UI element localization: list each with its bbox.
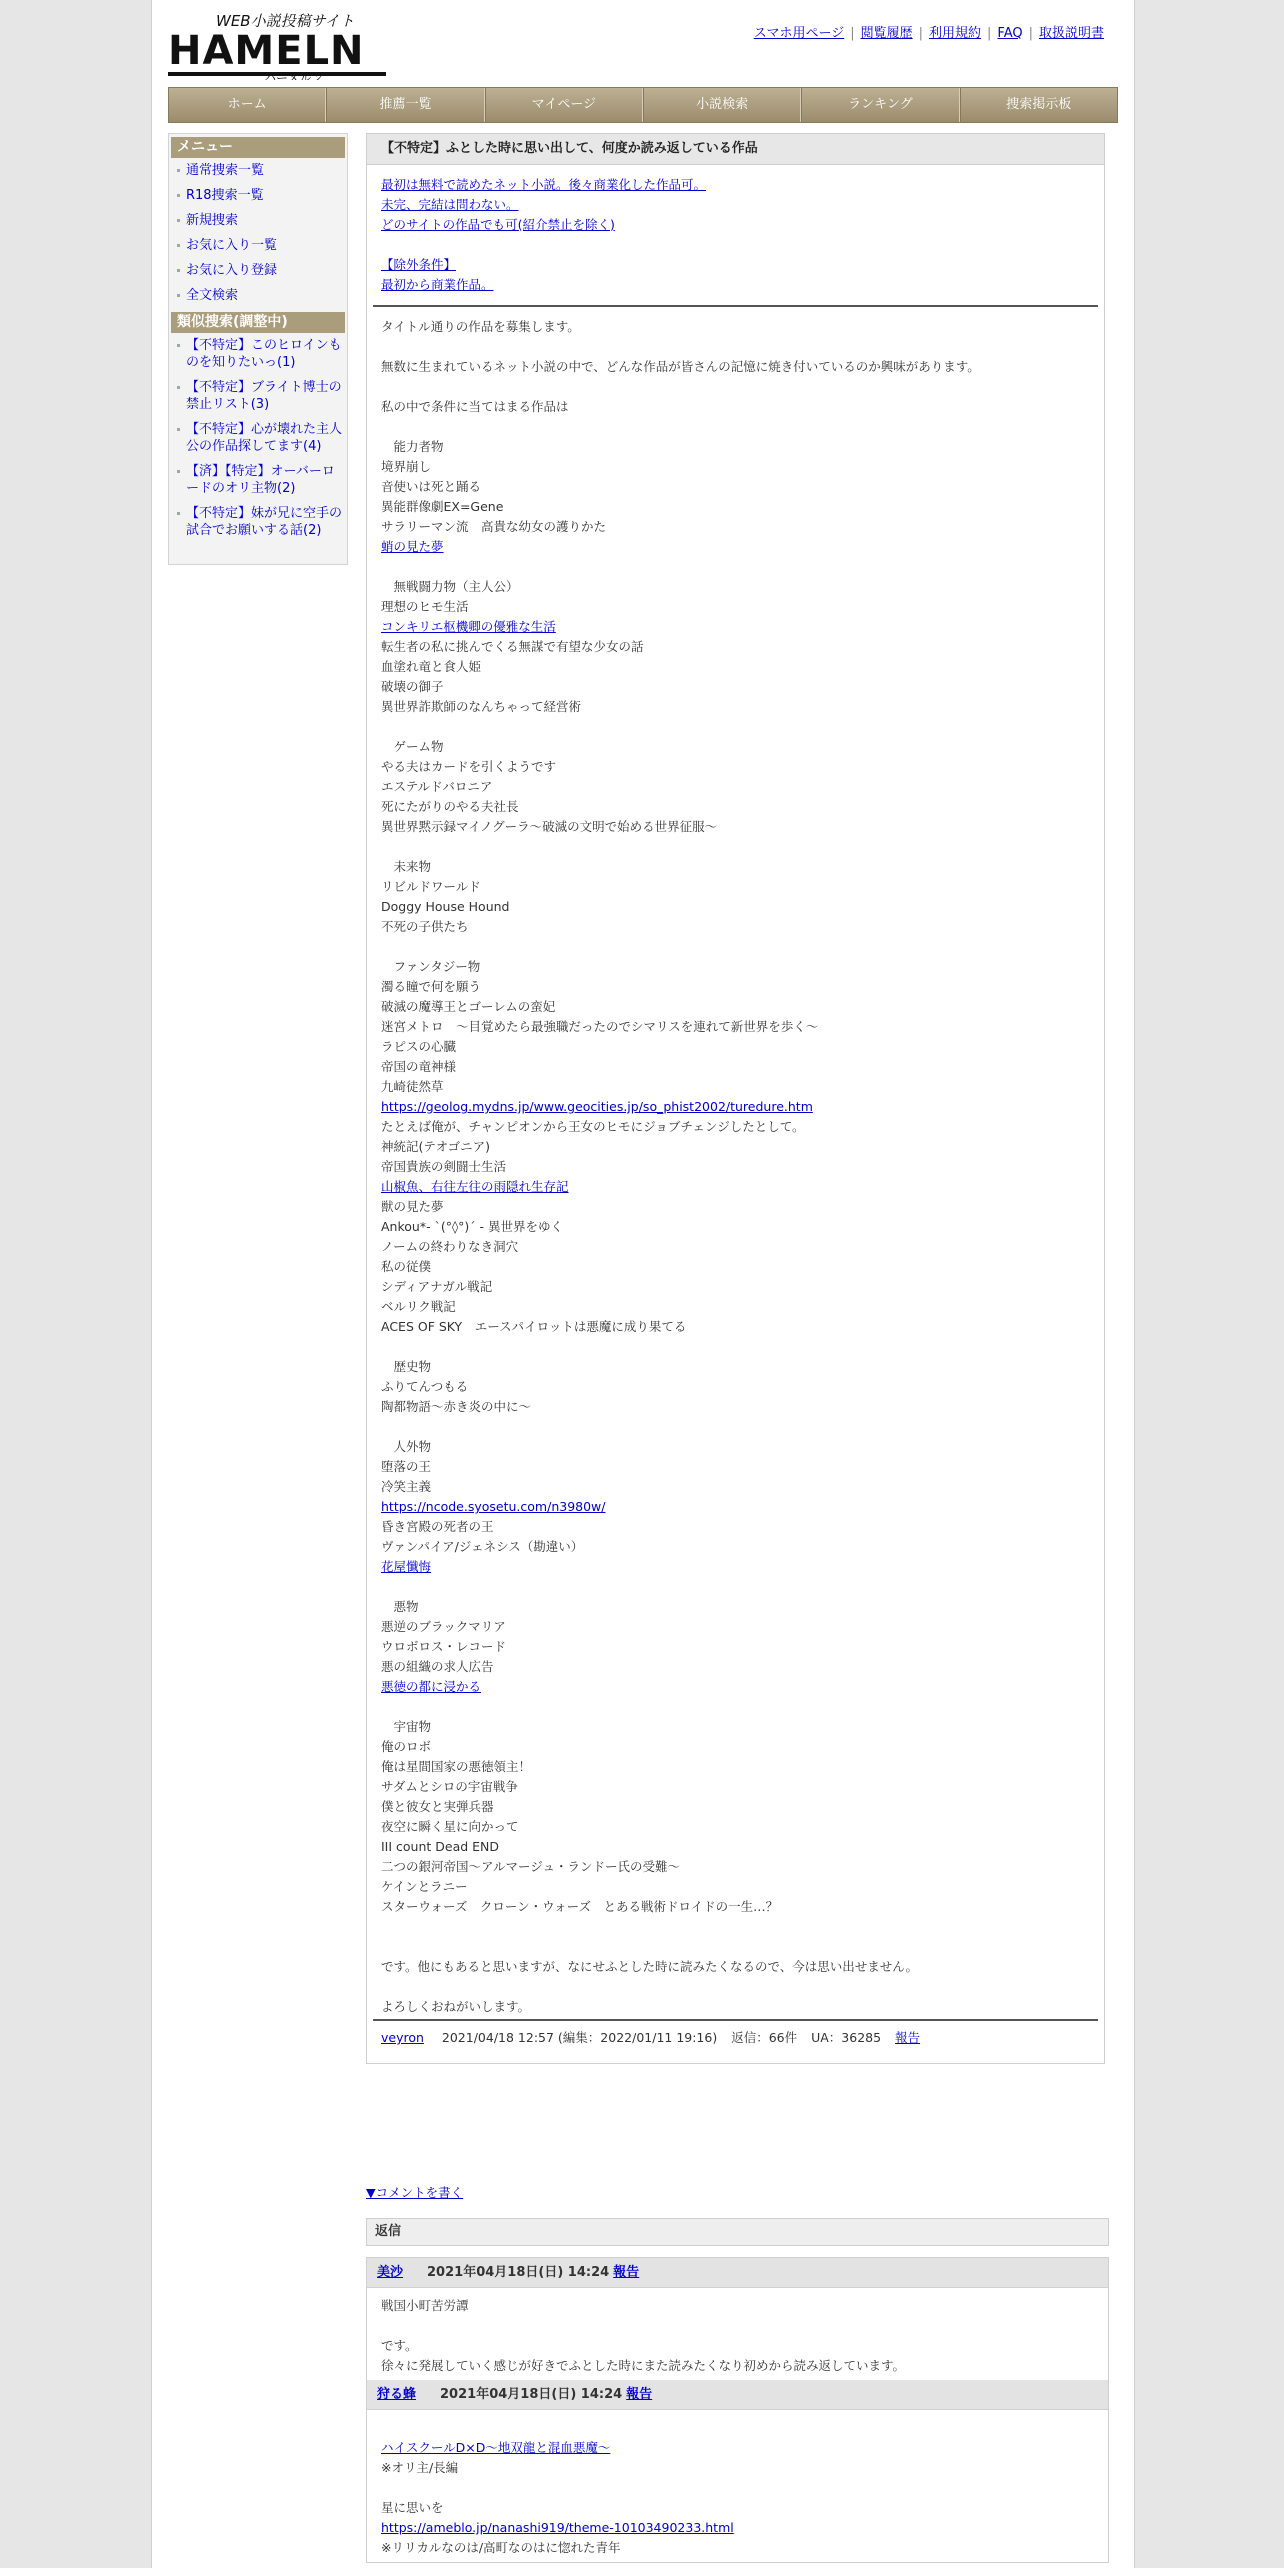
text-line: 星に思いを — [381, 2500, 444, 2515]
sidebar-item — [177, 187, 343, 204]
text-line: 僕と彼女と実弾兵器 — [381, 1799, 494, 1814]
reply-body — [367, 2288, 1108, 2380]
post-intro — [367, 165, 1104, 303]
text-line — [381, 195, 1090, 215]
blank-line — [381, 717, 1090, 737]
text-line: 未来物 — [381, 859, 432, 874]
text-line — [381, 2438, 1094, 2458]
work-link[interactable]: コンキリエ枢機卿の優雅な生活 — [381, 619, 556, 634]
text-line: スターウォーズ クローン・ウォーズ とある戦術ドロイドの一生…？ — [381, 1899, 779, 1914]
text-line: ファンタジー物 — [381, 959, 481, 974]
nav-recommend[interactable]: 推薦一覧 — [326, 88, 484, 122]
text-line: 九崎徒然草 — [381, 1079, 444, 1094]
text-line: 帝国貴族の剣闘士生活 — [381, 1159, 507, 1174]
text-line: ラピスの心臓 — [381, 1039, 457, 1054]
post-box — [366, 133, 1105, 2064]
blank-line — [381, 417, 1090, 437]
divider — [373, 2019, 1098, 2021]
toplink-manual[interactable]: 取扱説明書 — [1038, 26, 1104, 41]
work-link[interactable]: https://ncode.syosetu.com/n3980w/ — [381, 1499, 606, 1514]
text-line: 破壊の御子 — [381, 679, 444, 694]
nav-search-board[interactable]: 捜索掲示板 — [960, 88, 1117, 122]
text-line: ケインとラニー — [381, 1879, 468, 1894]
blank-line — [381, 1577, 1090, 1597]
reply-date: 2021年04月18日(日) 14:24 — [427, 2265, 610, 2280]
text-line: 二つの銀河帝国～アルマージュ・ランドー氏の受難～ — [381, 1859, 681, 1874]
sidebar-menu-title: メニュー — [171, 137, 345, 158]
text-line — [381, 275, 1090, 295]
blank-line — [381, 937, 1090, 957]
text-line — [381, 1497, 1090, 1517]
text-line: 堕落の王 — [381, 1459, 432, 1474]
nav-ranking[interactable]: ランキング — [801, 88, 959, 122]
sidebar-item — [177, 287, 343, 304]
work-link[interactable]: 山椒魚、右往左往の雨隠れ生存記 — [381, 1179, 569, 1194]
post-replies-count: 返信：66件 — [731, 2030, 798, 2045]
text-line: 能力者物 — [381, 439, 444, 454]
svg-text:ハーメルン: ハーメルン — [264, 71, 324, 80]
text-line: ふりてんつもる — [381, 1379, 469, 1394]
blank-line — [381, 2316, 1094, 2336]
sidebar-item — [177, 237, 343, 254]
text-line: 不死の子供たち — [381, 919, 469, 934]
sidebar-link-fulltext[interactable]: 全文検索 — [186, 288, 239, 303]
hameln-logo-icon — [168, 10, 390, 80]
work-link[interactable]: https://ameblo.jp/nanashi919/theme-10103490233.html — [381, 2520, 734, 2535]
post-meta — [367, 2025, 1104, 2049]
text-line — [381, 537, 1090, 557]
nav-novel-search[interactable]: 小説検索 — [643, 88, 801, 122]
text-line: 冷笑主義 — [381, 1479, 432, 1494]
text-line: 人外物 — [381, 1439, 432, 1454]
write-comment-link[interactable]: ▼コメントを書く — [366, 2185, 464, 2200]
reply-body — [367, 2410, 1108, 2562]
sidebar-similar-list — [169, 337, 347, 539]
text-line — [381, 1097, 1090, 1117]
similar-link[interactable]: 【不特定】妹が兄に空手の試合でお願いする話(2) — [186, 506, 343, 538]
similar-link[interactable]: 【不特定】このヒロインものを知りたいっ(1) — [186, 338, 342, 370]
reply-section-header: 返信 — [366, 2218, 1109, 2246]
text-line — [381, 215, 1090, 235]
text-line — [381, 1177, 1090, 1197]
text-line: やる夫はカードを引くようです — [381, 759, 557, 774]
blank-line — [381, 2478, 1094, 2498]
sidebar-menu-list — [169, 162, 347, 304]
similar-link[interactable]: 【不特定】ブライト博士の禁止リスト(3) — [186, 380, 342, 412]
text-line: 宇宙物 — [381, 1719, 432, 1734]
post-author-link[interactable]: veyron — [381, 2030, 424, 2045]
text-line: ACES OF SKY エースパイロットは悪魔に成り果てる — [381, 1319, 687, 1334]
sidebar-link-favorites[interactable]: お気に入り一覧 — [186, 238, 278, 253]
text-line — [381, 1677, 1090, 1697]
similar-item — [177, 505, 343, 539]
reply-header — [367, 2258, 1108, 2288]
similar-link[interactable]: 【不特定】心が壊れた主人公の作品探してます(4) — [186, 422, 343, 454]
text-line: 歴史物 — [381, 1359, 432, 1374]
text-line: 陶都物語～赤き炎の中に～ — [381, 1399, 532, 1414]
work-link[interactable]: 蛸の見た夢 — [381, 539, 444, 554]
reply-user-link[interactable]: 美沙 — [377, 2265, 404, 2280]
text-line: 音使いは死と踊る — [381, 479, 482, 494]
text-line: ゲーム物 — [381, 739, 444, 754]
text-line: 獣の見た夢 — [381, 1199, 444, 1214]
blank-line — [381, 1697, 1090, 1717]
text-line: ベルリク戦記 — [381, 1299, 456, 1314]
text-line: 異能群像劇EX=Gene — [381, 499, 504, 514]
text-line: 理想のヒモ生活 — [381, 599, 469, 614]
text-line: エステルドバロニア — [381, 779, 493, 794]
similar-item — [177, 337, 343, 371]
similar-item — [177, 421, 343, 455]
svg-text:WEB小説投稿サイト: WEB小説投稿サイト — [216, 12, 355, 30]
text-line: 死にたがりのやる夫社長 — [381, 799, 519, 814]
work-link[interactable]: 未完、完結は問わない。 — [381, 197, 519, 212]
sidebar-item — [177, 212, 343, 229]
work-link[interactable]: 悪徳の都に浸かる — [381, 1679, 482, 1694]
sidebar-link-r18-search[interactable]: R18捜索一覧 — [186, 188, 264, 203]
text-line: ウロボロス・レコード — [381, 1639, 507, 1654]
text-line — [381, 1557, 1090, 1577]
text-line: 境界崩し — [381, 459, 432, 474]
top-links: スマホ用ページ | 閲覧履歴 | 利用規約 | FAQ | 取扱説明書 — [753, 26, 1104, 41]
blank-line — [381, 557, 1090, 577]
work-link[interactable]: https://geolog.mydns.jp/www.geocities.jp/so_phist2002/turedure.htm — [381, 1099, 813, 1114]
site-logo[interactable] — [168, 10, 390, 80]
text-line: です。他にもあると思いますが、なにせふとした時に読みたくなるので、今は思い出せません。 — [381, 1959, 919, 1974]
text-line: リビルドワールド — [381, 879, 481, 894]
text-line: 異世界黙示録マイノグーラ～破滅の文明で始める世界征服～ — [381, 819, 718, 834]
text-line: です。 — [381, 2338, 418, 2353]
text-line: たとえば俺が、チャンピオンから王女のヒモにジョブチェンジしたとして。 — [381, 1119, 805, 1134]
reply-date: 2021年04月18日(日) 14:24 — [440, 2387, 623, 2402]
text-line: Doggy House Hound — [381, 899, 510, 914]
sidebar-similar-title: 類似捜索(調整中) — [171, 312, 345, 333]
nav-mypage[interactable]: マイページ — [485, 88, 643, 122]
divider — [373, 305, 1098, 307]
post-report-link[interactable]: 報告 — [895, 2030, 921, 2045]
reply-report-link[interactable]: 報告 — [613, 2265, 640, 2280]
blank-line — [381, 1417, 1090, 1437]
similar-item — [177, 463, 343, 497]
text-line: 夜空に瞬く星に向かって — [381, 1819, 519, 1834]
post-title: 【不特定】ふとした時に思い出して、何度か読み返している作品 — [367, 134, 1104, 165]
post-body — [367, 311, 1104, 2017]
work-link[interactable]: 【除外条件】 — [381, 257, 457, 272]
text-line — [381, 175, 1090, 195]
text-line: ※オリ主/長編 — [381, 2460, 459, 2475]
blank-line — [381, 837, 1090, 857]
text-line: 俺のロボ — [381, 1739, 432, 1754]
page-container — [151, 0, 1135, 2568]
work-link[interactable]: 花屋懺悔 — [381, 1559, 432, 1574]
text-line: 破滅の魔導王とゴーレムの蛮妃 — [381, 999, 556, 1014]
blank-line — [381, 1917, 1090, 1937]
text-line: 転生者の私に挑んでくる無謀で有望な少女の話 — [381, 639, 644, 654]
reply-user-link[interactable]: 狩る蜂 — [377, 2387, 417, 2402]
text-line: ※リリカルなのは/高町なのはに惚れた青年 — [381, 2540, 621, 2555]
text-line: ヴァンパイア/ジェネシス（勘違い） — [381, 1539, 584, 1554]
text-line: シディアナガル戦記 — [381, 1279, 493, 1294]
text-line: 無戦闘力物（主人公） — [381, 579, 519, 594]
text-line: 俺は星間国家の悪徳領主！ — [381, 1759, 532, 1774]
text-line: 迷宮メトロ ～目覚めたら最強職だったのでシマリスを連れて新世界を歩く～ — [381, 1019, 819, 1034]
text-line: 戦国小町苦労譚 — [381, 2298, 469, 2313]
similar-item — [177, 379, 343, 413]
text-line: III count Dead END — [381, 1839, 500, 1854]
text-line: 帝国の竜神様 — [381, 1059, 457, 1074]
text-line: 私の従僕 — [381, 1259, 432, 1274]
post-ua: UA：36285 — [811, 2030, 882, 2045]
text-line — [381, 617, 1090, 637]
reply-report-link[interactable]: 報告 — [626, 2387, 653, 2402]
text-line: サラリーマン流 高貴な幼女の護りかた — [381, 519, 607, 534]
text-line — [381, 255, 1090, 275]
text-line: 無数に生まれているネット小説の中で、どんな作品が皆さんの記憶に焼き付いているのか興味があります。 — [381, 359, 980, 374]
text-line: タイトル通りの作品を募集します。 — [381, 319, 580, 334]
blank-line — [381, 235, 1090, 255]
sidebar-item — [177, 162, 343, 179]
text-line — [381, 2518, 1094, 2538]
text-line: ノームの終わりなき洞穴 — [381, 1239, 519, 1254]
toplink-history[interactable]: 閲覧履歴 — [860, 26, 913, 41]
post-date: 2021/04/18 12:57 (編集：2022/01/11 19:16) — [441, 2030, 718, 2045]
work-link[interactable]: 最初は無料で読めたネット小説。後々商業化した作品可。 — [381, 177, 707, 192]
text-line: 神統記(テオゴニア) — [381, 1139, 491, 1154]
blank-line — [381, 337, 1090, 357]
text-line: 異世界詐欺師のなんちゃって経営術 — [381, 699, 582, 714]
text-line: 血塗れ竜と食人姫 — [381, 659, 482, 674]
toplink-smartphone[interactable]: スマホ用ページ — [753, 26, 845, 41]
work-link[interactable]: どのサイトの作品でも可(紹介禁止を除く) — [381, 217, 615, 232]
text-line: 私の中で条件に当てはまる作品は — [381, 399, 569, 414]
text-line: よろしくおねがいします。 — [381, 1999, 531, 2014]
toplink-faq[interactable]: FAQ — [997, 26, 1023, 41]
sidebar-link-normal-search[interactable]: 通常捜索一覧 — [186, 163, 265, 178]
text-line: 徐々に発展していく感じが好きでふとした時にまた読みたくなり初めから読み返しています。 — [381, 2358, 906, 2373]
text-line: 昏き宮殿の死者の王 — [381, 1519, 494, 1534]
svg-text:HAMELN: HAMELN — [168, 28, 365, 74]
text-line: 悪物 — [381, 1599, 419, 1614]
work-link[interactable]: ハイスクールD×D～地双龍と混血悪魔～ — [381, 2440, 611, 2455]
text-line: 悪逆のブラックマリア — [381, 1619, 506, 1634]
text-line: 濁る瞳で何を願う — [381, 979, 482, 994]
work-link[interactable]: 最初から商業作品。 — [381, 277, 494, 292]
nav-home[interactable]: ホーム — [169, 88, 326, 122]
sidebar-link-new-search[interactable]: 新規捜索 — [186, 213, 239, 228]
similar-link[interactable]: 【済】【特定】オーバーロードのオリ主物(2) — [186, 464, 335, 496]
reply-list — [366, 2257, 1109, 2563]
sidebar-item — [177, 262, 343, 279]
blank-line — [381, 1937, 1090, 1957]
reply-header — [367, 2380, 1108, 2410]
blank-line — [381, 2418, 1094, 2438]
text-line: サダムとシロの宇宙戦争 — [381, 1779, 518, 1794]
text-line: Ankou*- ˋ(°◊°)ˊ - 異世界をゆく — [381, 1219, 563, 1234]
sidebar — [168, 133, 348, 565]
main-nav — [168, 87, 1118, 123]
blank-line — [381, 1337, 1090, 1357]
sidebar-link-add-favorite[interactable]: お気に入り登録 — [186, 263, 278, 278]
blank-line — [381, 377, 1090, 397]
toplink-terms[interactable]: 利用規約 — [929, 26, 982, 41]
text-line: 悪の組織の求人広告 — [381, 1659, 494, 1674]
blank-line — [381, 1977, 1090, 1997]
